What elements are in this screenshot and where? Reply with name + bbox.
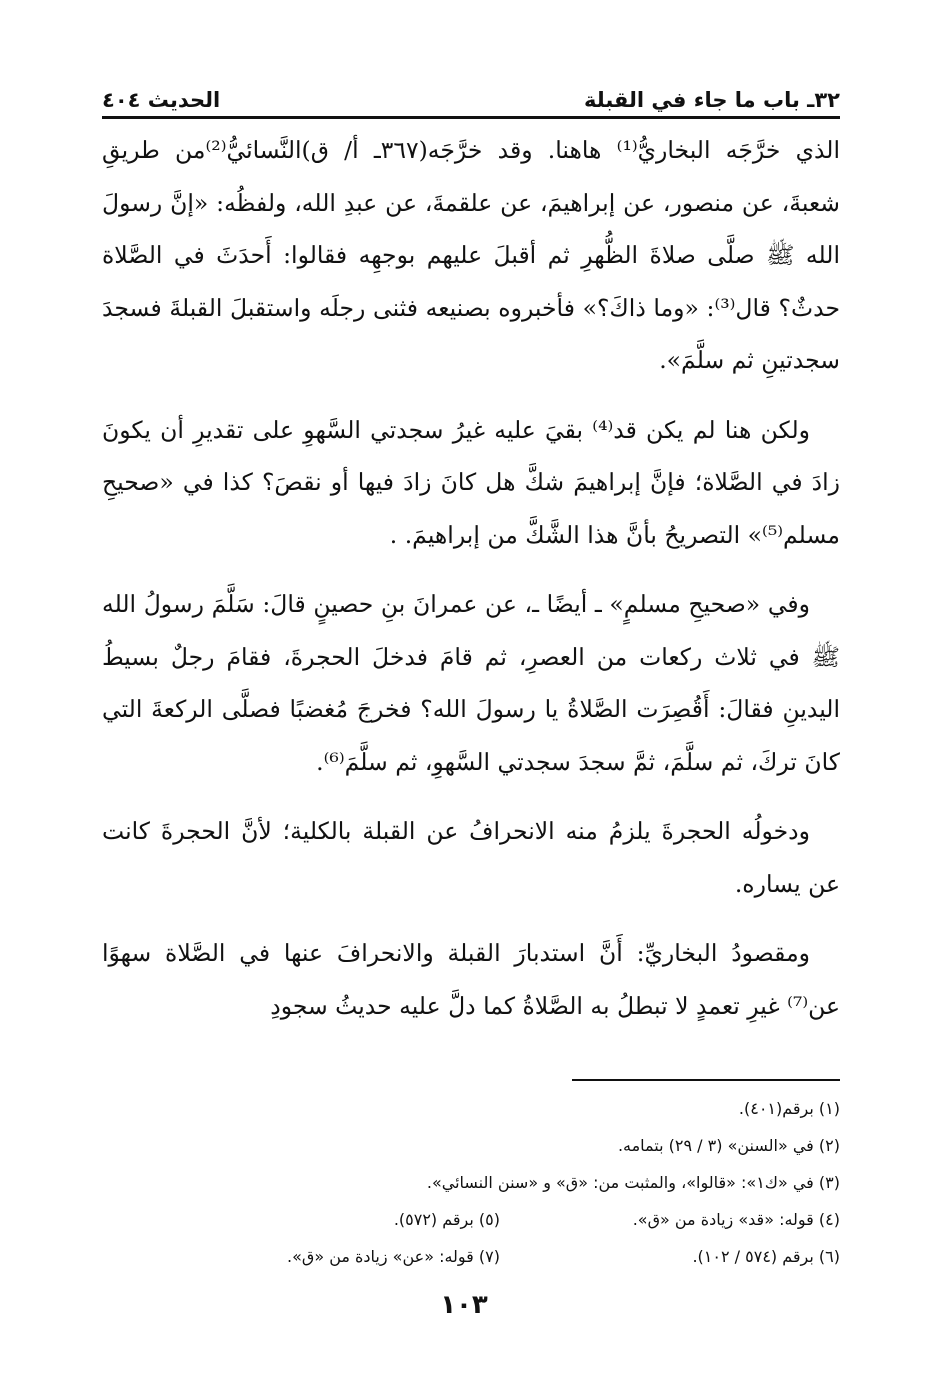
paragraph: ولكن هنا لم يكن قد⁽⁴⁾ بقيَ عليه غيرُ سجدتي السَّهوِ على تقديرِ أن يكونَ زادَ في الصَّلاة؛ فإنَّ إبراهيمَ شكَّ هل كانَ زادَ فيها أو نقصَ؟ كذا في «صحيحِ مسلم⁽⁵⁾» التصريحُ بأنَّ هذا الشَّكَّ من إبراهيمَ. .	[102, 415, 840, 549]
chapter-title: ٣٢ـ باب ما جاء في القبلة	[584, 88, 840, 112]
footnote-divider	[572, 1079, 840, 1081]
page-number: ١٠٣	[440, 1290, 488, 1320]
paragraph: ودخولُه الحجرةَ يلزمُ منه الانحرافُ عن القبلة بالكلية؛ لأنَّ الحجرةَ كانت عن يساره.	[102, 817, 840, 898]
footnote: (٦) برقم (٥٧٤ / ١٠٢).	[692, 1247, 840, 1266]
paragraph: ومقصودُ البخاريِّ: أَنَّ استدبارَ القبلة والانحرافَ عنها في الصَّلاة سهوًا عن⁽⁷⁾ غيرِ تعمدٍ لا تبطلُ به الصَّلاةُ كما دلَّ عليه حديثُ سجودِ	[102, 939, 840, 1020]
footnote: (٣) في «ك١»: «قالوا»، والمثبت من: «ق» و «سنن النسائي».	[426, 1173, 840, 1192]
footnote-row	[102, 1127, 840, 1164]
footnotes	[102, 1090, 840, 1275]
header-divider	[102, 116, 840, 119]
footnote: (٧) قوله: «عن» زيادة من «ق».	[287, 1247, 500, 1266]
footnote: (٥) برقم (٥٧٢).	[393, 1210, 500, 1229]
footnote-row	[102, 1201, 840, 1238]
footnote: (٢) في «السنن» (٣ / ٢٩) بتمامه.	[617, 1136, 840, 1155]
footnote: (١) برقم(٤٠١).	[738, 1099, 840, 1118]
footnote-row	[102, 1090, 840, 1127]
footnote: (٤) قوله: «قد» زيادة من «ق».	[632, 1210, 840, 1229]
footnote-row	[102, 1238, 840, 1275]
paragraph: وفي «صحيحِ مسلمٍ» ـ أيضًا ـ، عن عمرانَ بنِ حصينٍ قالَ: سَلَّمَ رسولُ الله ﷺ في ثلاث ركعات من العصرِ، ثم قامَ فدخلَ الحجرةَ، فقامَ رجلٌ بسيطُ اليدينِ فقالَ: أَقُصِرَت الصَّلاةُ يا رسولَ الله؟ فخرجَ مُغضبًا فصلَّى الركعةَ التي كانَ تركَ، ثم سلَّمَ، ثمَّ سجدَ سجدتي السَّهوِ، ثم سلَّمَ⁽⁶⁾.	[102, 590, 840, 776]
main-text	[102, 124, 840, 1049]
footnote-row	[102, 1164, 840, 1201]
hadith-number: الحديث ٤٠٤	[102, 88, 221, 112]
page-header	[102, 76, 840, 112]
paragraph: الذي خرَّجَه البخاريُّ⁽¹⁾ هاهنا. وقد خرَّجَه(٣٦٧ـ أ/ ق)النَّسائيُّ⁽²⁾من طريقِ شعبةَ، عن منصور، عن إبراهيمَ، عن علقمةَ، عن عبدِ الله، ولفظُه: «إنَّ رسولَ الله ﷺ صلَّى صلاةَ الظُّهرِ ثم أقبلَ عليهم بوجهِه فقالوا: أَحدَثَ في الصَّلاة حدثٌ؟ قال⁽³⁾: «وما ذاكَ؟» فأخبروه بصنيعه فثنى رجلَه واستقبلَ القبلةَ فسجدَ سجدتينِ ثم سلَّمَ».	[102, 136, 840, 374]
